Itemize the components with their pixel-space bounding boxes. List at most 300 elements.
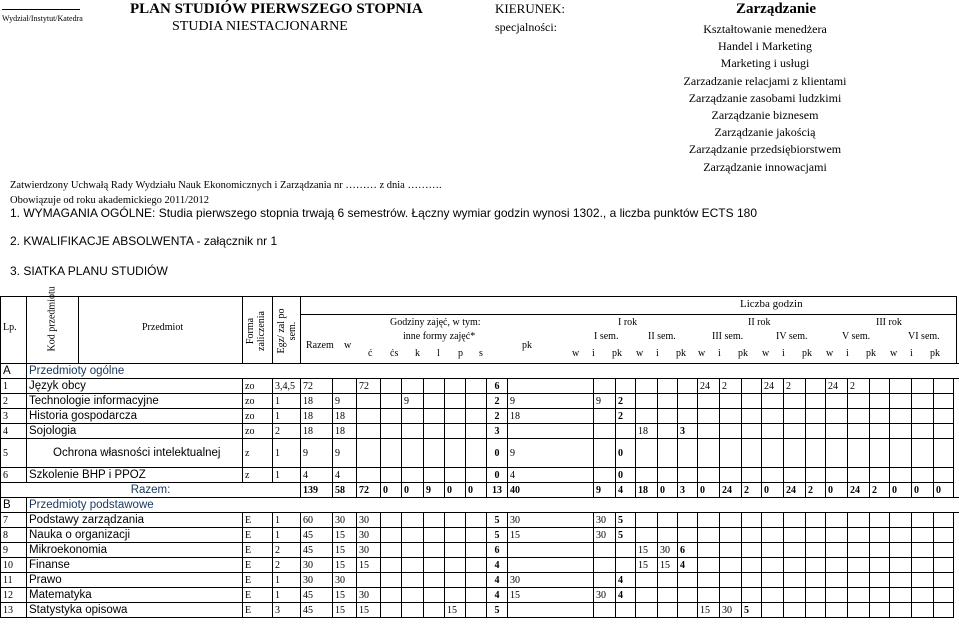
cell-s2w xyxy=(636,468,658,483)
course-name: Język obcy xyxy=(27,379,243,394)
cell-s2pk xyxy=(678,513,698,528)
table-row xyxy=(1,424,959,439)
cell-s5pk xyxy=(870,409,890,424)
cell-k xyxy=(402,558,424,573)
cell-pk: 6 xyxy=(487,543,508,558)
cell-pk: 5 xyxy=(487,528,508,543)
cell-s3w xyxy=(698,543,720,558)
cell-s2w xyxy=(636,528,658,543)
cell-s2i xyxy=(658,379,678,394)
cell-k xyxy=(402,573,424,588)
row-lp: 7 xyxy=(1,513,27,528)
cell-s5w xyxy=(826,394,848,409)
section-row xyxy=(1,498,959,513)
cell-s6w xyxy=(890,558,912,573)
row-lp: 3 xyxy=(1,409,27,424)
course-name: Podstawy zarządzania xyxy=(27,513,243,528)
cell-s5w xyxy=(826,558,848,573)
cell-s5w xyxy=(826,468,848,483)
header-liczba-godzin: Liczba godzin xyxy=(740,298,803,310)
specialization-item: Marketing i usługi xyxy=(720,56,810,71)
cell-s6w xyxy=(890,468,912,483)
sum-value: 72 xyxy=(357,483,381,498)
cell-s4i xyxy=(784,558,806,573)
cell-s2i xyxy=(658,528,678,543)
cell-s4i xyxy=(784,528,806,543)
sum-value: 3 xyxy=(678,483,698,498)
sum-value: 40 xyxy=(508,483,594,498)
cell-k xyxy=(402,409,424,424)
header-year-3: III rok xyxy=(876,317,902,328)
cell-s5i xyxy=(848,409,870,424)
cell-p xyxy=(445,588,466,603)
cell-s1pk: 0 xyxy=(616,439,636,468)
cell-s4i xyxy=(784,394,806,409)
specialization-item: Kształtowanie menedżera xyxy=(703,22,827,36)
course-forma: E xyxy=(243,573,273,588)
cell-s4w xyxy=(762,394,784,409)
header-w: w xyxy=(344,340,352,351)
table-row xyxy=(1,409,959,424)
specialization-list xyxy=(650,21,880,176)
cell-s3w xyxy=(698,588,720,603)
cell-s2w xyxy=(636,573,658,588)
course-semester: 1 xyxy=(273,513,301,528)
cell-cs xyxy=(381,543,402,558)
cell-s2pk xyxy=(678,528,698,543)
cell-l xyxy=(424,558,445,573)
cell-s1w xyxy=(508,379,594,394)
cell-s4w xyxy=(762,528,784,543)
header-sem-subcol: i xyxy=(782,348,785,359)
cell-s1pk xyxy=(616,379,636,394)
header-top-border xyxy=(0,296,957,297)
header-border xyxy=(956,296,957,363)
cell-s5pk xyxy=(870,558,890,573)
header-sem-subcol: w xyxy=(636,348,644,359)
cell-s2pk: 4 xyxy=(678,558,698,573)
cell-s1pk: 5 xyxy=(616,528,636,543)
table-row xyxy=(1,558,959,573)
course-name: Mikroekonomia xyxy=(27,543,243,558)
cell-c: 30 xyxy=(357,513,381,528)
cell-l xyxy=(424,543,445,558)
cell-l xyxy=(424,424,445,439)
cell-s1pk: 2 xyxy=(616,409,636,424)
sum-value: 0 xyxy=(890,483,912,498)
cell-l xyxy=(424,394,445,409)
cell-p xyxy=(445,409,466,424)
cell-s xyxy=(466,394,487,409)
header-divider xyxy=(242,296,243,363)
course-name: Sojologia xyxy=(27,424,243,439)
cell-razem: 18 xyxy=(301,394,333,409)
cell-s6pk xyxy=(934,468,954,483)
sum-value: 0 xyxy=(698,483,720,498)
row-lp: 12 xyxy=(1,588,27,603)
cell-pk: 5 xyxy=(487,603,508,618)
cell-cs xyxy=(381,528,402,543)
sum-value: 4 xyxy=(616,483,636,498)
course-name: Technologie informacyjne xyxy=(27,394,243,409)
sum-value: 13 xyxy=(487,483,508,498)
course-semester: 2 xyxy=(273,558,301,573)
cell-razem: 45 xyxy=(301,543,333,558)
cell-s3i xyxy=(720,424,742,439)
cell-s3pk xyxy=(742,528,762,543)
sum-value: 2 xyxy=(742,483,762,498)
cell-s3pk xyxy=(742,573,762,588)
cell-s3i: 30 xyxy=(720,603,742,618)
header-col-p: p xyxy=(458,348,463,359)
cell-razem: 45 xyxy=(301,588,333,603)
header-sem-subcol: pk xyxy=(676,348,686,359)
cell-s6w xyxy=(890,513,912,528)
section-general-requirements: 1. WYMAGANIA OGÓLNE: Studia pierwszego stopnia trwają 6 semestrów. Łączny wymiar godzin wynosi 1302., a liczba punktów ECTS 180 xyxy=(10,206,757,220)
cell-s3pk xyxy=(742,558,762,573)
cell-s4pk xyxy=(806,513,826,528)
cell-s5i xyxy=(848,424,870,439)
cell-s3w: 15 xyxy=(698,603,720,618)
cell-s xyxy=(466,409,487,424)
cell-razem: 30 xyxy=(301,558,333,573)
cell-k xyxy=(402,468,424,483)
header-forma: Forma zaliczenia xyxy=(245,311,267,351)
cell-s4pk xyxy=(806,558,826,573)
cell-s1w xyxy=(508,558,594,573)
cell-p xyxy=(445,573,466,588)
cell-s4w xyxy=(762,468,784,483)
cell-s6i xyxy=(912,394,934,409)
sum-value: 0 xyxy=(934,483,954,498)
course-semester: 1 xyxy=(273,588,301,603)
cell-p xyxy=(445,543,466,558)
cell-s3pk xyxy=(742,379,762,394)
sum-value: 0 xyxy=(826,483,848,498)
cell-s xyxy=(466,558,487,573)
cell-s2pk xyxy=(678,573,698,588)
cell-s1w: 30 xyxy=(508,573,594,588)
cell-s2pk xyxy=(678,394,698,409)
header-divider xyxy=(78,296,79,363)
cell-s3pk xyxy=(742,543,762,558)
specialization-item: Zarządzanie innowacjami xyxy=(703,159,827,174)
cell-s6i xyxy=(912,558,934,573)
cell-razem: 9 xyxy=(301,439,333,468)
cell-s2i xyxy=(658,424,678,439)
cell-s2w xyxy=(636,409,658,424)
cell-p xyxy=(445,528,466,543)
cell-s3w xyxy=(698,513,720,528)
header-sem-5: V sem. xyxy=(842,331,871,342)
cell-s6i xyxy=(912,439,934,468)
cell-s3w xyxy=(698,439,720,468)
cell-s6pk xyxy=(934,543,954,558)
cell-s4w xyxy=(762,513,784,528)
course-semester: 2 xyxy=(273,543,301,558)
cell-s5pk xyxy=(870,543,890,558)
cell-s5pk xyxy=(870,573,890,588)
cell-p xyxy=(445,424,466,439)
header-egz: Egz/ zal po sem. xyxy=(276,308,298,354)
sum-value: 18 xyxy=(636,483,658,498)
header-sem-3: III sem. xyxy=(712,331,744,342)
cell-s6w xyxy=(890,543,912,558)
cell-s5pk xyxy=(870,379,890,394)
cell-c xyxy=(357,394,381,409)
course-forma: zo xyxy=(243,379,273,394)
cell-cs xyxy=(381,468,402,483)
cell-pk: 6 xyxy=(487,379,508,394)
cell-k xyxy=(402,588,424,603)
cell-s6w xyxy=(890,409,912,424)
table-row xyxy=(1,543,959,558)
cell-s2pk xyxy=(678,379,698,394)
cell-s1w: 15 xyxy=(508,588,594,603)
cell-k xyxy=(402,528,424,543)
cell-razem: 30 xyxy=(301,573,333,588)
cell-s6pk xyxy=(934,603,954,618)
header-godziny-zajec: Godziny zajęć, w tym: xyxy=(390,317,481,328)
sum-value: 0 xyxy=(381,483,402,498)
cell-s4i xyxy=(784,588,806,603)
cell-s6i xyxy=(912,424,934,439)
cell-w: 15 xyxy=(333,588,357,603)
cell-s4pk xyxy=(806,588,826,603)
cell-s3pk xyxy=(742,394,762,409)
cell-s5i xyxy=(848,528,870,543)
specialization-item: Zarządzanie zasobami ludzkimi xyxy=(688,90,842,105)
cell-s4pk xyxy=(806,468,826,483)
row-lp: 5 xyxy=(1,439,27,468)
cell-s2i xyxy=(658,603,678,618)
cell-s2w xyxy=(636,379,658,394)
cell-s6w xyxy=(890,379,912,394)
cell-s3pk xyxy=(742,588,762,603)
cell-k xyxy=(402,513,424,528)
cell-s5w xyxy=(826,588,848,603)
cell-s6w xyxy=(890,424,912,439)
cell-s xyxy=(466,528,487,543)
cell-s5i: 2 xyxy=(848,379,870,394)
cell-cs xyxy=(381,603,402,618)
section-title: Przedmioty podstawowe xyxy=(27,498,959,513)
cell-s6w xyxy=(890,588,912,603)
cell-w: 15 xyxy=(333,528,357,543)
cell-s xyxy=(466,379,487,394)
header-divider xyxy=(300,296,301,363)
specialization-item: Handel i Marketing xyxy=(718,39,812,54)
cell-s5i xyxy=(848,394,870,409)
header-przedmiot: Przedmiot xyxy=(142,322,184,333)
cell-s xyxy=(466,573,487,588)
cell-s1w: 4 xyxy=(508,468,594,483)
cell-s5w xyxy=(826,439,848,468)
cell-s5pk xyxy=(870,468,890,483)
kierunek-label: KIERUNEK: xyxy=(495,1,566,16)
course-semester: 1 xyxy=(273,439,301,468)
cell-s1i: 9 xyxy=(594,394,616,409)
row-lp: 6 xyxy=(1,468,27,483)
cell-s1pk: 0 xyxy=(616,468,636,483)
course-forma: zo xyxy=(243,424,273,439)
cell-s1w: 18 xyxy=(508,409,594,424)
cell-s5w xyxy=(826,424,848,439)
cell-w: 30 xyxy=(333,513,357,528)
cell-s3pk: 5 xyxy=(742,603,762,618)
cell-s1pk: 5 xyxy=(616,513,636,528)
cell-s xyxy=(466,439,487,468)
cell-s2pk: 6 xyxy=(678,543,698,558)
cell-s3w xyxy=(698,424,720,439)
cell-s4w: 24 xyxy=(762,379,784,394)
cell-s6pk xyxy=(934,379,954,394)
cell-s4i xyxy=(784,468,806,483)
header-sem-subcol: w xyxy=(572,348,580,359)
course-forma: zo xyxy=(243,394,273,409)
cell-s4w xyxy=(762,409,784,424)
cell-s3i xyxy=(720,439,742,468)
cell-s1pk: 4 xyxy=(616,588,636,603)
course-name: Prawo xyxy=(27,573,243,588)
cell-s1pk xyxy=(616,543,636,558)
cell-s6i xyxy=(912,588,934,603)
cell-s6pk xyxy=(934,439,954,468)
cell-pk: 5 xyxy=(487,513,508,528)
cell-s2w: 15 xyxy=(636,543,658,558)
cell-s3i xyxy=(720,528,742,543)
cell-s6pk xyxy=(934,394,954,409)
course-name: Ochrona własności intelektualnej xyxy=(27,439,243,468)
cell-s4w xyxy=(762,543,784,558)
cell-s4i xyxy=(784,424,806,439)
cell-razem: 45 xyxy=(301,528,333,543)
cell-s5i xyxy=(848,439,870,468)
cell-s2pk xyxy=(678,588,698,603)
cell-s6i xyxy=(912,379,934,394)
cell-c: 30 xyxy=(357,588,381,603)
header-border xyxy=(0,296,1,363)
header-sem-subcol: i xyxy=(910,348,913,359)
course-forma: E xyxy=(243,558,273,573)
cell-s4pk xyxy=(806,379,826,394)
cell-s4i xyxy=(784,513,806,528)
cell-s5w xyxy=(826,528,848,543)
cell-s1pk xyxy=(616,424,636,439)
cell-k xyxy=(402,424,424,439)
cell-c: 30 xyxy=(357,543,381,558)
header-col-c: ć xyxy=(368,348,373,359)
header-divider xyxy=(272,296,273,363)
cell-s1pk xyxy=(616,558,636,573)
cell-cs xyxy=(381,558,402,573)
cell-k xyxy=(402,439,424,468)
header-inne-formy: inne formy zajęć* xyxy=(403,331,476,342)
cell-l xyxy=(424,513,445,528)
cell-s5i xyxy=(848,588,870,603)
cell-p xyxy=(445,439,466,468)
cell-s1i: 30 xyxy=(594,513,616,528)
course-semester: 3 xyxy=(273,603,301,618)
header-sem-1: I sem. xyxy=(594,331,619,342)
cell-s3w: 24 xyxy=(698,379,720,394)
cell-s3pk xyxy=(742,424,762,439)
course-semester: 3,4,5 xyxy=(273,379,301,394)
cell-s xyxy=(466,543,487,558)
section-letter: A xyxy=(1,364,27,379)
header-col-s: s xyxy=(479,348,483,359)
cell-s4w xyxy=(762,603,784,618)
institute-line xyxy=(2,9,80,10)
cell-w xyxy=(333,379,357,394)
cell-k: 9 xyxy=(402,394,424,409)
course-forma: E xyxy=(243,528,273,543)
cell-s5pk xyxy=(870,424,890,439)
cell-s4pk xyxy=(806,424,826,439)
specialization-item: Zarządzanie jakością xyxy=(714,125,816,140)
cell-k xyxy=(402,379,424,394)
course-name: Matematyka xyxy=(27,588,243,603)
cell-s5w xyxy=(826,543,848,558)
cell-s6w xyxy=(890,573,912,588)
cell-s2pk: 3 xyxy=(678,424,698,439)
cell-s3w xyxy=(698,409,720,424)
cell-p: 15 xyxy=(445,603,466,618)
header-col-l: l xyxy=(437,348,440,359)
cell-s1i xyxy=(594,573,616,588)
row-lp: 2 xyxy=(1,394,27,409)
cell-s6i xyxy=(912,468,934,483)
cell-s2w xyxy=(636,394,658,409)
cell-s xyxy=(466,468,487,483)
cell-s5i xyxy=(848,543,870,558)
cell-l xyxy=(424,409,445,424)
cell-s4i xyxy=(784,439,806,468)
cell-s5i xyxy=(848,603,870,618)
cell-s6pk xyxy=(934,424,954,439)
sum-value: 0 xyxy=(762,483,784,498)
course-semester: 1 xyxy=(273,394,301,409)
header-kod: Kod przedmiotu xyxy=(46,286,58,352)
cell-s6w xyxy=(890,528,912,543)
sum-value: 2 xyxy=(870,483,890,498)
specialization-item: Zarzadzanie relacjami z klientami xyxy=(683,73,847,88)
cell-cs xyxy=(381,409,402,424)
cell-s1i xyxy=(594,424,616,439)
header-sem-subcol: pk xyxy=(866,348,876,359)
cell-cs xyxy=(381,573,402,588)
cell-w: 9 xyxy=(333,394,357,409)
cell-s6i xyxy=(912,528,934,543)
table-row xyxy=(1,513,959,528)
sum-value: 2 xyxy=(806,483,826,498)
cell-s1pk xyxy=(616,603,636,618)
row-lp: 4 xyxy=(1,424,27,439)
cell-s6pk xyxy=(934,588,954,603)
header-sem-subcol: i xyxy=(846,348,849,359)
cell-s4w xyxy=(762,558,784,573)
cell-s6pk xyxy=(934,528,954,543)
header-sem-6: VI sem. xyxy=(908,331,940,342)
cell-s4pk xyxy=(806,603,826,618)
cell-w: 9 xyxy=(333,439,357,468)
sum-value: 139 xyxy=(301,483,333,498)
section-study-grid: 3. SIATKA PLANU STUDIÓW xyxy=(10,264,168,278)
cell-k xyxy=(402,603,424,618)
cell-s3pk xyxy=(742,409,762,424)
cell-pk: 0 xyxy=(487,468,508,483)
sum-value: 9 xyxy=(424,483,445,498)
